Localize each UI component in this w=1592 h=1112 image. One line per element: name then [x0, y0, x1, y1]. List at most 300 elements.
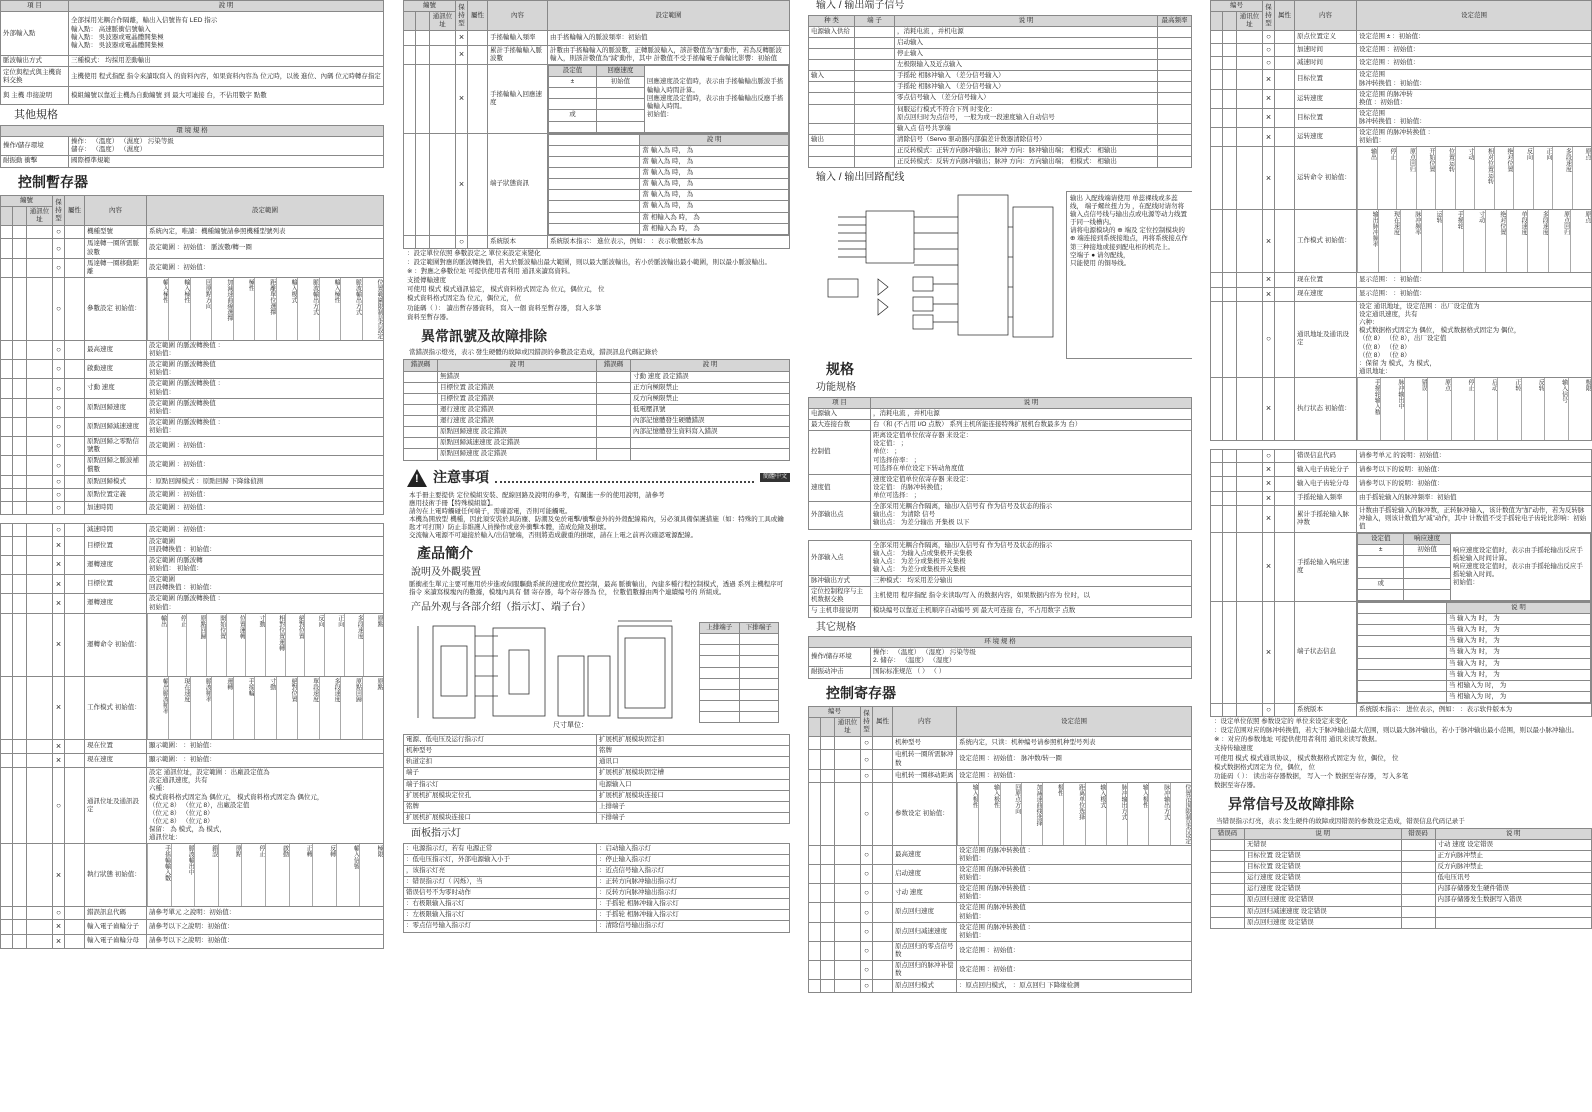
bit-label: 相對位置運轉 [265, 614, 285, 676]
table-row [1211, 273, 1592, 287]
row-range: 顯示範圍： ：初始值： [147, 739, 384, 753]
error-desc: 运行速度 设定错误 [1245, 873, 1402, 884]
error-desc: 寸动 速度 设定错误 [1435, 839, 1592, 850]
error-table [403, 359, 790, 460]
row-value: 全部採用光耦合作隔離，輸出入信號皆有 LED 指示 輸入點： 高速脈衝信號輸入 輸入點： 吳波器或電晶體開集極 輸入點： 吳波器或電晶體開集極 [69, 12, 384, 56]
column-traditional-specs [0, 0, 384, 1112]
row-content: 输入电子齿轮分母 [1295, 477, 1357, 491]
note-line: ：设定范围对应的脉冲转换值，若大于脉冲输出最大范围，则以最大脉冲输出，若小于脉冲输出最小范围，则以最小脉冲输出。 [1214, 727, 1578, 735]
row-content: 寸动 速度 [893, 884, 957, 903]
row-range: 請參考單元 之說明：初始值： [147, 907, 384, 920]
port-state-row: 当 相输入为 时， 为 [1446, 680, 1590, 691]
table-header: 通訊位址 [27, 207, 53, 226]
hold-mark: ○ [1263, 450, 1275, 463]
bit-label: 多段速度 [1552, 147, 1572, 209]
hold-mark: × [1263, 287, 1275, 301]
row-content: 运转速度 [1295, 128, 1357, 147]
hold-mark: × [53, 575, 65, 594]
row-range: 设定范围 的脉冲转换值 ： 初始值： [957, 884, 1192, 903]
error-code [1211, 873, 1245, 884]
table-row [809, 60, 1192, 71]
table-row [809, 750, 1192, 769]
error-desc [631, 449, 790, 460]
row-content: 運轉速度 [85, 555, 147, 574]
part-label: ，该指示灯亮 [404, 865, 597, 876]
bit-label: 正轉 [289, 844, 313, 906]
row-range: 設定範圍 ：初始值： [147, 258, 384, 277]
error-desc: 運行速度 設定錯誤 [438, 404, 597, 415]
row-range: 回應速度設定值時，表示由手搖輪輸出脈波手搖輪輸入時間計算。 回應速度設定值時，表示由手搖輪輸出反應手搖輪輸入時間。 初始值： [644, 65, 788, 132]
error-desc: 低電壓訊號 [631, 404, 790, 415]
table-row [404, 735, 790, 746]
table-row [1211, 450, 1592, 463]
bit-label: 原點 [218, 844, 242, 906]
part-label: ：近点信号输入指示灯 [597, 865, 790, 876]
divider [495, 473, 754, 483]
error-desc: 無錯誤 [438, 371, 597, 382]
table-header: 最高频率 [1158, 15, 1192, 26]
hold-mark: × [1263, 273, 1275, 287]
row-content: 启动速度 [893, 864, 957, 883]
error-code [597, 427, 631, 438]
hold-mark: ○ [53, 475, 65, 488]
io-kind [809, 60, 855, 71]
hold-mark: ○ [861, 884, 873, 903]
bit-label: 脈波輸出方式 [340, 278, 361, 340]
row-content: 原點回歸之脈波補償數 [85, 456, 147, 475]
func-table-2 [808, 540, 1192, 618]
bit-attribute-grid [957, 783, 1191, 845]
row-content: 運轉速度 [85, 594, 147, 613]
row-content: 目標位置 [85, 536, 147, 555]
table-header: 保持型 [456, 1, 468, 31]
table-header: 设定范围 [1357, 1, 1592, 31]
bit-label: 輸出 [147, 614, 167, 676]
error-code [1401, 884, 1435, 895]
row-label: 速度值 [809, 474, 871, 501]
bit-label: 多段速度 [344, 614, 364, 676]
part-label: ：停止输入指示灯 [597, 854, 790, 865]
table-header: 错误码 [1401, 828, 1435, 839]
row-range: 设定范围 ：初始值： [1357, 44, 1592, 57]
bit-label: 距離單位選擇 [254, 278, 275, 340]
bit-label: 正转 [1497, 378, 1520, 440]
row-range: 请参考单元 的说明：初始值： [1357, 450, 1592, 463]
hold-mark: ○ [53, 456, 65, 475]
ctrl-heading: 控制寄存器 [826, 684, 896, 701]
table-row [1, 523, 384, 536]
table-header: 端 子 [855, 15, 895, 26]
error-intro: 当错误指示灯亮，表示 发生硬件的故障或因错误的参数设定造成，错误信息代码记录于 [1216, 817, 1465, 825]
table-header: 下排端子 [739, 623, 779, 634]
note-line: 資料至暫存器。 [407, 313, 453, 321]
table-header: 说 明 [871, 397, 1192, 408]
bit-label: 反轉 [312, 844, 336, 906]
row-content: 目標位置 [85, 575, 147, 594]
table-row [404, 876, 790, 887]
table-row [1, 226, 384, 239]
row-range: 请参考以下的说明：初始值： [1357, 477, 1592, 491]
table-header: 说 明 [895, 15, 1158, 26]
part-label: ：反转方向脉冲输出指示灯 [597, 888, 790, 899]
table-row [404, 31, 790, 45]
error-desc: 內部記憶體發生硬體錯誤 [631, 416, 790, 427]
note-line: 功能码（ ）： 读出寄存器数据， 写入一个 数据至寄存器， 写入多笔 [1214, 772, 1409, 780]
error-code [597, 449, 631, 460]
bit-label: 启动 [1474, 378, 1497, 440]
table-row [809, 737, 1192, 750]
table-header: 保持型 [1263, 1, 1275, 31]
row-range: 设定范围 的脉冲转换值 ： 初始值： [1357, 128, 1592, 147]
bit-label: 手搖輪 [233, 677, 254, 739]
error-desc: 運行速度 設定錯誤 [438, 416, 597, 427]
table-row [809, 82, 1192, 93]
row-range: 設定範圍 ：初始值： [147, 501, 384, 514]
row-range: 設定範圍 ：初始值： [147, 437, 384, 456]
row-content: 原点回归的脉冲补偿数 [893, 961, 957, 980]
row-content: 机种型号 [893, 737, 957, 750]
table-row [1, 258, 384, 277]
hold-mark: ○ [1263, 301, 1275, 377]
io-desc: 正反转模式：反转方向脉冲输出；脉冲 方向：方向输出端； 相模式： 相输出 [895, 157, 1158, 168]
row-content: 原點回歸減速速度 [85, 417, 147, 436]
error-desc: 正方向極限禁止 [631, 382, 790, 393]
bit-label: 绝对位置 [1494, 147, 1514, 209]
hold-mark: ○ [861, 941, 873, 960]
part-label: ：清除信号输出指示灯 [597, 921, 790, 932]
port-state-row: 當 輸入為 時， 為 [640, 179, 789, 190]
error-code [1401, 917, 1435, 928]
hold-mark: × [1263, 491, 1275, 505]
error-desc [1435, 917, 1592, 928]
row-label: 與 主機 串接說明 [1, 87, 69, 105]
hold-mark: × [1263, 89, 1275, 108]
part-label: 轨道定扣 [404, 757, 597, 768]
row-label: 最大连接台数 [809, 420, 871, 431]
bit-label: 输入模式 [1085, 783, 1106, 845]
row-content: 原點位置定義 [85, 488, 147, 501]
panel-table [403, 843, 790, 933]
row-content: 手搖輪輸入回應速度 [488, 64, 548, 133]
bit-attribute-grid [1357, 378, 1591, 440]
bit-label: 多段速度 [1527, 210, 1548, 272]
bit-label: 停止 [167, 614, 187, 676]
hold-mark: × [456, 31, 468, 45]
row-range: 由手搖輪輸入的脈波頻率：初始值 [548, 31, 790, 45]
bit-label: 極限 [359, 844, 383, 906]
func-heading: 功能规格 [816, 382, 856, 394]
table-header: 屬性 [468, 1, 488, 31]
note-line: ：设定单位依照 参数设定的 单位来设定来变化 [1214, 718, 1348, 725]
table-header: 内容 [893, 707, 957, 737]
io-kind [809, 93, 855, 104]
row-content: 原点位置定义 [1295, 31, 1357, 44]
port-state-row: 当 输入为 时， 为 [1446, 636, 1590, 647]
error-code [1211, 839, 1245, 850]
part-label: ：左极限输入指示灯 [404, 910, 597, 921]
table-row [809, 408, 1192, 419]
bit-label: 反向 [304, 614, 324, 676]
row-content: 执行状态 初始值： [1295, 378, 1357, 441]
error-desc: 原點回歸減速速度 設定錯誤 [438, 438, 597, 449]
row-content: 端子狀態資訊 [488, 133, 548, 235]
io-kind [809, 37, 855, 48]
hold-mark: ○ [861, 782, 873, 845]
warning-icon: ! [407, 469, 427, 487]
table-row [404, 843, 790, 854]
hold-mark: ○ [861, 769, 873, 782]
table-row [1, 934, 384, 948]
row-range: 设定范围 ：初始值： [1357, 57, 1592, 70]
bit-label: 输入极性 [978, 783, 999, 845]
row-content: 啟動速度 [85, 360, 147, 379]
hold-mark: × [1263, 477, 1275, 491]
row-content: 現在速度 [85, 753, 147, 767]
note-line: ：設定單位依照 參數設定之 單位來設定來變化 [407, 249, 541, 257]
table-row [809, 431, 1192, 475]
row-content: 工作模式 初始值： [85, 676, 147, 739]
hold-mark: ○ [861, 961, 873, 980]
table-row [1211, 862, 1592, 873]
table-row [404, 921, 790, 932]
part-label: 机种型号 [404, 746, 597, 757]
port-state-row: 当 输入为 时， 为 [1446, 658, 1590, 669]
hold-mark: × [1263, 210, 1275, 273]
table-row [809, 146, 1192, 157]
row-range: 設定範圍 的脈波轉換值 初始值： [147, 398, 384, 417]
bit-label: 反转 [1521, 378, 1544, 440]
row-range: 设定范围 的脉冲转换值 ： 初始值： [957, 845, 1192, 864]
row-content: 目标位置 [1295, 108, 1357, 127]
hold-mark: ○ [861, 980, 873, 993]
bit-label: 手摇轮输入数 [1357, 378, 1380, 440]
row-range: 設定 通訊位址，設定範圍 ：出廠設定值為 設定通訊速度，共有 六種： 模式資料格式固定為 偶位元， 模式資料格式固定為 偶位元， （位元 8） （位元 8），出廠設定值 （位元 8） （位元 8） （位元 8） （位元 8） 保留： 為 模式，為 模式， 通訊位址： [147, 768, 384, 844]
io-table [808, 15, 1192, 169]
table-row [809, 884, 1192, 903]
bit-label: 回原點方向 [190, 278, 211, 340]
table-row [809, 961, 1192, 980]
table-row [1211, 57, 1592, 70]
table-row [1211, 906, 1592, 917]
note-line: 数据至寄存器。 [1214, 781, 1260, 789]
row-range: 設定範圍 ：初始值： [147, 488, 384, 501]
row-content: 原點回歸之零點信號數 [85, 437, 147, 456]
table-header: 种 类 [809, 15, 855, 26]
bit-label: 輸出脈波頻率 [147, 677, 168, 739]
row-content: 电机转一圈移动距离 [893, 769, 957, 782]
row-content: 現在位置 [85, 739, 147, 753]
port-state-row: 當 輸入為 時， 為 [640, 145, 789, 156]
bit-label: 距离单位选择 [1063, 783, 1084, 845]
row-content: 累計手搖輪輸入脈波數 [488, 45, 548, 64]
bit-label: 輸入極性 [147, 278, 168, 340]
hold-mark: × [1263, 70, 1275, 89]
table-header: 设定范围 [957, 707, 1192, 737]
error-desc: 內部記憶體發生資料寫入錯誤 [631, 427, 790, 438]
note-line: 支援傳輸速度 [407, 277, 446, 285]
hold-mark: ○ [53, 523, 65, 536]
row-range: 設定範圍 的脈波轉換值 ： 初始值： [147, 594, 384, 613]
table-row [809, 587, 1192, 606]
hold-mark: × [53, 753, 65, 767]
hold-mark: × [1263, 378, 1275, 441]
io-kind [809, 157, 855, 168]
row-value: 三種模式： 均採用差動輸出 [69, 56, 384, 67]
part-label: 扩展机扩展模块定位孔 [404, 790, 597, 801]
part-label: 電源、低电压及运行指示灯 [404, 735, 597, 746]
hold-mark: × [53, 676, 65, 739]
hold-mark: ○ [53, 258, 65, 277]
bit-label: 原點 [363, 614, 383, 676]
part-label: 电源输入口 [597, 779, 790, 790]
error-desc: 运行速度 设定错误 [1245, 884, 1402, 895]
row-value: 主机使用 程序指配 指令来读取/写入 的数据内容，如果数据内容为 位时，以 [871, 587, 1192, 606]
note-line: 功能碼（ ）： 讀出暫存器資料， 寫入一個 資料至暫存器， 寫入多筆 [407, 304, 602, 312]
io-desc: 正反转模式：正转方向脉冲输出；脉冲 方向：脉冲输出端； 相模式： 相输出 [895, 146, 1158, 157]
port-state-row: 当 输入为 时， 为 [1446, 647, 1590, 658]
bit-label: 脉冲输出方式 [1148, 783, 1169, 845]
io-kind: 电源输入供给 [809, 26, 855, 37]
register-table-d [808, 706, 1192, 993]
table-row [1211, 108, 1592, 127]
error-code [404, 404, 438, 415]
bit-label: 单段速度 [1506, 210, 1527, 272]
table-row [1, 676, 384, 739]
bit-label: 极限 [1568, 378, 1591, 440]
table-row [404, 438, 790, 449]
outline-heading: 产品外观与各部介绍（指示灯、端子台） [411, 601, 591, 613]
port-state-subtable [548, 134, 789, 235]
row-label: 电源输入 [809, 408, 871, 419]
table-row [809, 104, 1192, 123]
hold-mark: × [53, 594, 65, 613]
hold-mark: × [53, 555, 65, 574]
table-header: 上排端子 [700, 623, 740, 634]
error-desc: 原点回归速度 设定错误 [1245, 895, 1402, 906]
port-state-row: 当 相输入为 时， 为 [1446, 691, 1590, 702]
row-range: 計數由手搖輪輸入的脈波數，正轉脈波輸入，該計數值為“加”動作，若為反轉脈波輸入，則該計數值為“減”動作，其中 計數值不受手搖輪電子齒輪比影響：初始值 [548, 45, 790, 64]
product-heading: 產品簡介 [417, 545, 473, 562]
row-range: 設定範圍 回設轉換值 ：初始值： [147, 575, 384, 594]
error-intro: 當錯誤指示燈亮，表示 發生硬體的故障或因錯誤的參數設定造成，錯誤訊息代碼記錄於 [409, 349, 658, 357]
row-label: 外部输入点 [809, 540, 871, 576]
row-range: 显示范围： ：初始值： [1357, 287, 1592, 301]
table-header: 环 境 规 格 [809, 637, 1192, 648]
table-header: 錯誤碼 [404, 360, 438, 371]
row-content: 减速时间 [1295, 57, 1357, 70]
bit-label: 正向 [1533, 147, 1553, 209]
row-label: 与 主机串接说明 [809, 606, 871, 617]
hold-mark: ○ [861, 737, 873, 750]
bit-label: 單段速度 [297, 677, 318, 739]
row-content: 原点回归模式 [893, 980, 957, 993]
io-desc: ，消耗电流 ，并机电源 [895, 26, 1158, 37]
table-row [404, 790, 790, 801]
bit-label: 原點回歸 [340, 677, 361, 739]
table-header: 錯誤碼 [597, 360, 631, 371]
row-content: 运转命令 初始值： [1295, 147, 1357, 210]
hold-mark: ○ [53, 437, 65, 456]
bit-label: 绝对位置 [1485, 210, 1506, 272]
error-desc: 正方向脉冲禁止 [1435, 850, 1592, 861]
error-code [1401, 850, 1435, 861]
table-row [1, 417, 384, 436]
table-row [1, 340, 384, 359]
table-header: 说 明 [1245, 828, 1402, 839]
row-value: 主機使用 程式指配 指令來讀取寫入 的資料內容，如果資料內容為 位元時，以後 進位、內碼 位元時轉存指定 [69, 67, 384, 87]
bit-label: 脈波頻率 [190, 677, 211, 739]
table-row [1, 555, 384, 574]
row-range: 系統版本指示： 進位表示，例如： ：表示軟體版本為 [548, 235, 790, 248]
wiring-diagram [808, 187, 1063, 357]
row-value: 距离设定值单位依寄存器 来设定： 设定值： ； 单位： ； 可选择倍率： ； 可选择在单位设定下转动角度值 [871, 431, 1192, 475]
row-content: 手摇轮输入频率 [1295, 491, 1357, 505]
port-state-row: 當 輸入為 時， 為 [640, 168, 789, 179]
part-label: 扩展机扩展模块固定扣 [597, 735, 790, 746]
io-desc: 零点信号输入 （差分信号输入） [895, 93, 1158, 104]
hold-mark: ○ [861, 903, 873, 922]
desc-heading: 說明及外觀裝置 [411, 566, 481, 578]
row-content: 系統版本 [488, 235, 548, 248]
notes [403, 250, 790, 322]
table-row [404, 779, 790, 790]
port-state-row: 当 输入为 时， 为 [1446, 625, 1590, 636]
bit-label: 脉冲输出方式 [1106, 783, 1127, 845]
row-range: 系统内定，只读：机种编号请参照机种型号列表 [957, 737, 1192, 750]
bit-label: 停止 [241, 844, 265, 906]
row-range: 由手摇轮输入的脉冲频率：初始值 [1357, 491, 1592, 505]
part-label: 端子指示灯 [404, 779, 597, 790]
row-content: 现在位置 [1295, 273, 1357, 287]
error-desc: 原点回归减速速度 设定错误 [1245, 906, 1402, 917]
column-simplified-io [808, 0, 1192, 1112]
row-value: 國際標準規範 [69, 156, 384, 167]
desc-text: 脈衝產生單元主要可應用於步進或伺服驅動系統的速度或位置控制，最高 脈衝輸出，內建多種行程控制模式，透過 系列主機程序可指令 來讀寫模塊內的數據，模塊內具有 個 寄存器，每个寄存器為 位， 位數值數據由两个連續编号的 所組成。 [409, 581, 784, 597]
port-state-row: 當 輸入為 時， 為 [640, 190, 789, 201]
hold-mark: ○ [861, 922, 873, 941]
table-row [1211, 301, 1592, 377]
hold-mark: ○ [53, 340, 65, 359]
error-code [597, 404, 631, 415]
row-label: 定位控制程序与主机数据交换 [809, 587, 871, 606]
hold-mark: × [53, 844, 65, 907]
error-code [1211, 895, 1245, 906]
table-header: 属性 [1275, 1, 1295, 31]
table-row [809, 941, 1192, 960]
part-label: 上排端子 [597, 801, 790, 812]
error-desc: 内部存储器发生数据写入错误 [1435, 895, 1592, 906]
bit-label: 手搖輪輸入數 [147, 844, 171, 906]
error-code [597, 382, 631, 393]
row-content: 機種型號 [85, 226, 147, 239]
part-label: 通讯口 [597, 757, 790, 768]
error-code [597, 393, 631, 404]
error-code [404, 393, 438, 404]
row-label: 操作/儲存環境 [1, 137, 69, 156]
bit-label: 加減速曲線選擇 [211, 278, 232, 340]
table-header: 屬性 [65, 196, 85, 226]
hold-mark: ○ [1263, 57, 1275, 70]
bit-label: 反向 [1513, 147, 1533, 209]
column-simplified-registers [1210, 0, 1592, 1112]
table-header: 內容 [488, 1, 548, 31]
error-code [1211, 917, 1245, 928]
hold-mark: ○ [861, 864, 873, 883]
bit-label: 原點回歸 [186, 614, 206, 676]
error-desc: 原點回歸速度 設定錯誤 [438, 427, 597, 438]
part-label: ：启动输入指示灯 [597, 843, 790, 854]
hold-mark: ○ [53, 379, 65, 398]
